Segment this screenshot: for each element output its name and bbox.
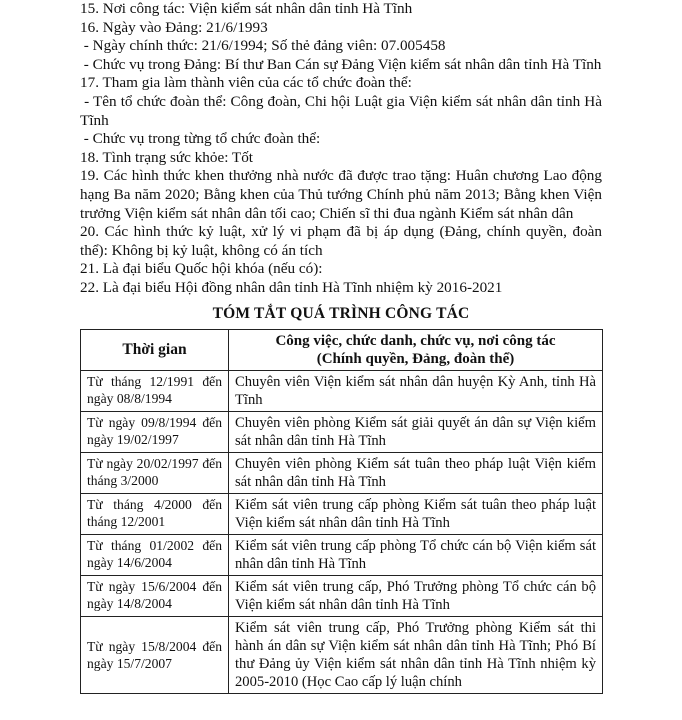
row-work: Kiểm sát viên trung cấp, Phó Trưởng phòng Tổ chức cán bộ Viện kiểm sát nhân dân tỉnh Hà Tĩnh xyxy=(229,575,603,616)
row-time: Từ tháng 12/1991 đến ngày 08/8/1994 xyxy=(81,370,229,411)
info-line-16: 16. Ngày vào Đảng: 21/6/1993 xyxy=(80,18,268,36)
row-work: Kiểm sát viên trung cấp, Phó Trưởng phòng Kiểm sát thi hành án dân sự Viện kiểm sát nhân dân tỉnh Hà Tĩnh; Phó Bí thư Đảng ủy Viện kiểm sát nhân dân tỉnh Hà Tĩnh nhiệm kỳ 2005-2010 (Học Cao cấp lý luận chính xyxy=(229,616,603,693)
row-time: Từ tháng 01/2002 đến ngày 14/6/2004 xyxy=(81,534,229,575)
table-row xyxy=(81,616,603,693)
row-work: Chuyên viên Viện kiểm sát nhân dân huyện Kỳ Anh, tỉnh Hà Tĩnh xyxy=(229,370,603,411)
info-line-20: 20. Các hình thức kỷ luật, xử lý vi phạm đã bị áp dụng (Đảng, chính quyền, đoàn thể): Không bị kỷ luật, không có án tích xyxy=(80,223,602,259)
info-line-19: 19. Các hình thức khen thưởng nhà nước đã được trao tặng: Huân chương Lao động hạng Ba năm 2020; Bằng khen của Thủ tướng Chính phủ năm 2013; Bằng khen Viện trưởng Viện kiểm sát nhân dân tối cao; Chiến sĩ thi đua ngành Kiểm sát nhân dân xyxy=(80,167,602,222)
document-page xyxy=(80,0,606,694)
header-time: Thời gian xyxy=(81,329,229,370)
row-work: Chuyên viên phòng Kiểm sát giải quyết án dân sự Viện kiểm sát nhân dân tỉnh Hà Tĩnh xyxy=(229,411,603,452)
table-row xyxy=(81,575,603,616)
header-work-line1: Công việc, chức danh, chức vụ, nơi công tác xyxy=(275,332,556,349)
table-row xyxy=(81,452,603,493)
info-line-16a: - Ngày chính thức: 21/6/1994; Số thẻ đảng viên: 07.005458 xyxy=(80,37,446,55)
row-work: Chuyên viên phòng Kiểm sát tuân theo pháp luật Viện kiểm sát nhân dân tỉnh Hà Tĩnh xyxy=(229,452,603,493)
table-header-row xyxy=(81,329,603,370)
info-line-16b: - Chức vụ trong Đảng: Bí thư Ban Cán sự Đảng Viện kiểm sát nhân dân tỉnh Hà Tĩnh xyxy=(80,55,602,73)
info-line-17a: - Tên tổ chức đoàn thể: Công đoàn, Chi hội Luật gia Viện kiểm sát nhân dân tỉnh Hà Tĩnh xyxy=(80,92,606,129)
table-row xyxy=(81,493,603,534)
info-line-17b: - Chức vụ trong từng tổ chức đoàn thể: xyxy=(80,130,321,148)
info-line-15: 15. Nơi công tác: Viện kiểm sát nhân dân tỉnh Hà Tĩnh xyxy=(80,0,413,17)
info-line-18: 18. Tình trạng sức khỏe: Tốt xyxy=(80,148,254,166)
info-line-21: 21. Là đại biểu Quốc hội khóa (nếu có): xyxy=(80,260,323,278)
personal-info-section xyxy=(80,0,606,298)
work-history-table xyxy=(80,329,603,694)
row-work: Kiểm sát viên trung cấp phòng Tổ chức cán bộ Viện kiểm sát nhân dân tỉnh Hà Tĩnh xyxy=(229,534,603,575)
table-row xyxy=(81,534,603,575)
row-time: Từ ngày 20/02/1997 đến tháng 3/2000 xyxy=(81,452,229,493)
section-title: TÓM TẮT QUÁ TRÌNH CÔNG TÁC xyxy=(212,304,470,322)
table-row xyxy=(81,411,603,452)
row-time: Từ tháng 4/2000 đến tháng 12/2001 xyxy=(81,493,229,534)
row-work: Kiểm sát viên trung cấp phòng Kiểm sát tuân theo pháp luật Viện kiểm sát nhân dân tỉnh Hà Tĩnh xyxy=(229,493,603,534)
row-time: Từ ngày 15/8/2004 đến ngày 15/7/2007 xyxy=(81,616,229,693)
info-line-22: 22. Là đại biểu Hội đồng nhân dân tỉnh Hà Tĩnh nhiệm kỳ 2016-2021 xyxy=(80,278,503,296)
info-line-17: 17. Tham gia làm thành viên của các tổ chức đoàn thể: xyxy=(80,74,412,92)
header-work-line2: (Chính quyền, Đảng, đoàn thể) xyxy=(316,350,515,367)
row-time: Từ ngày 09/8/1994 đến ngày 19/02/1997 xyxy=(81,411,229,452)
table-row xyxy=(81,370,603,411)
header-work xyxy=(229,329,603,370)
row-time: Từ ngày 15/6/2004 đến ngày 14/8/2004 xyxy=(81,575,229,616)
